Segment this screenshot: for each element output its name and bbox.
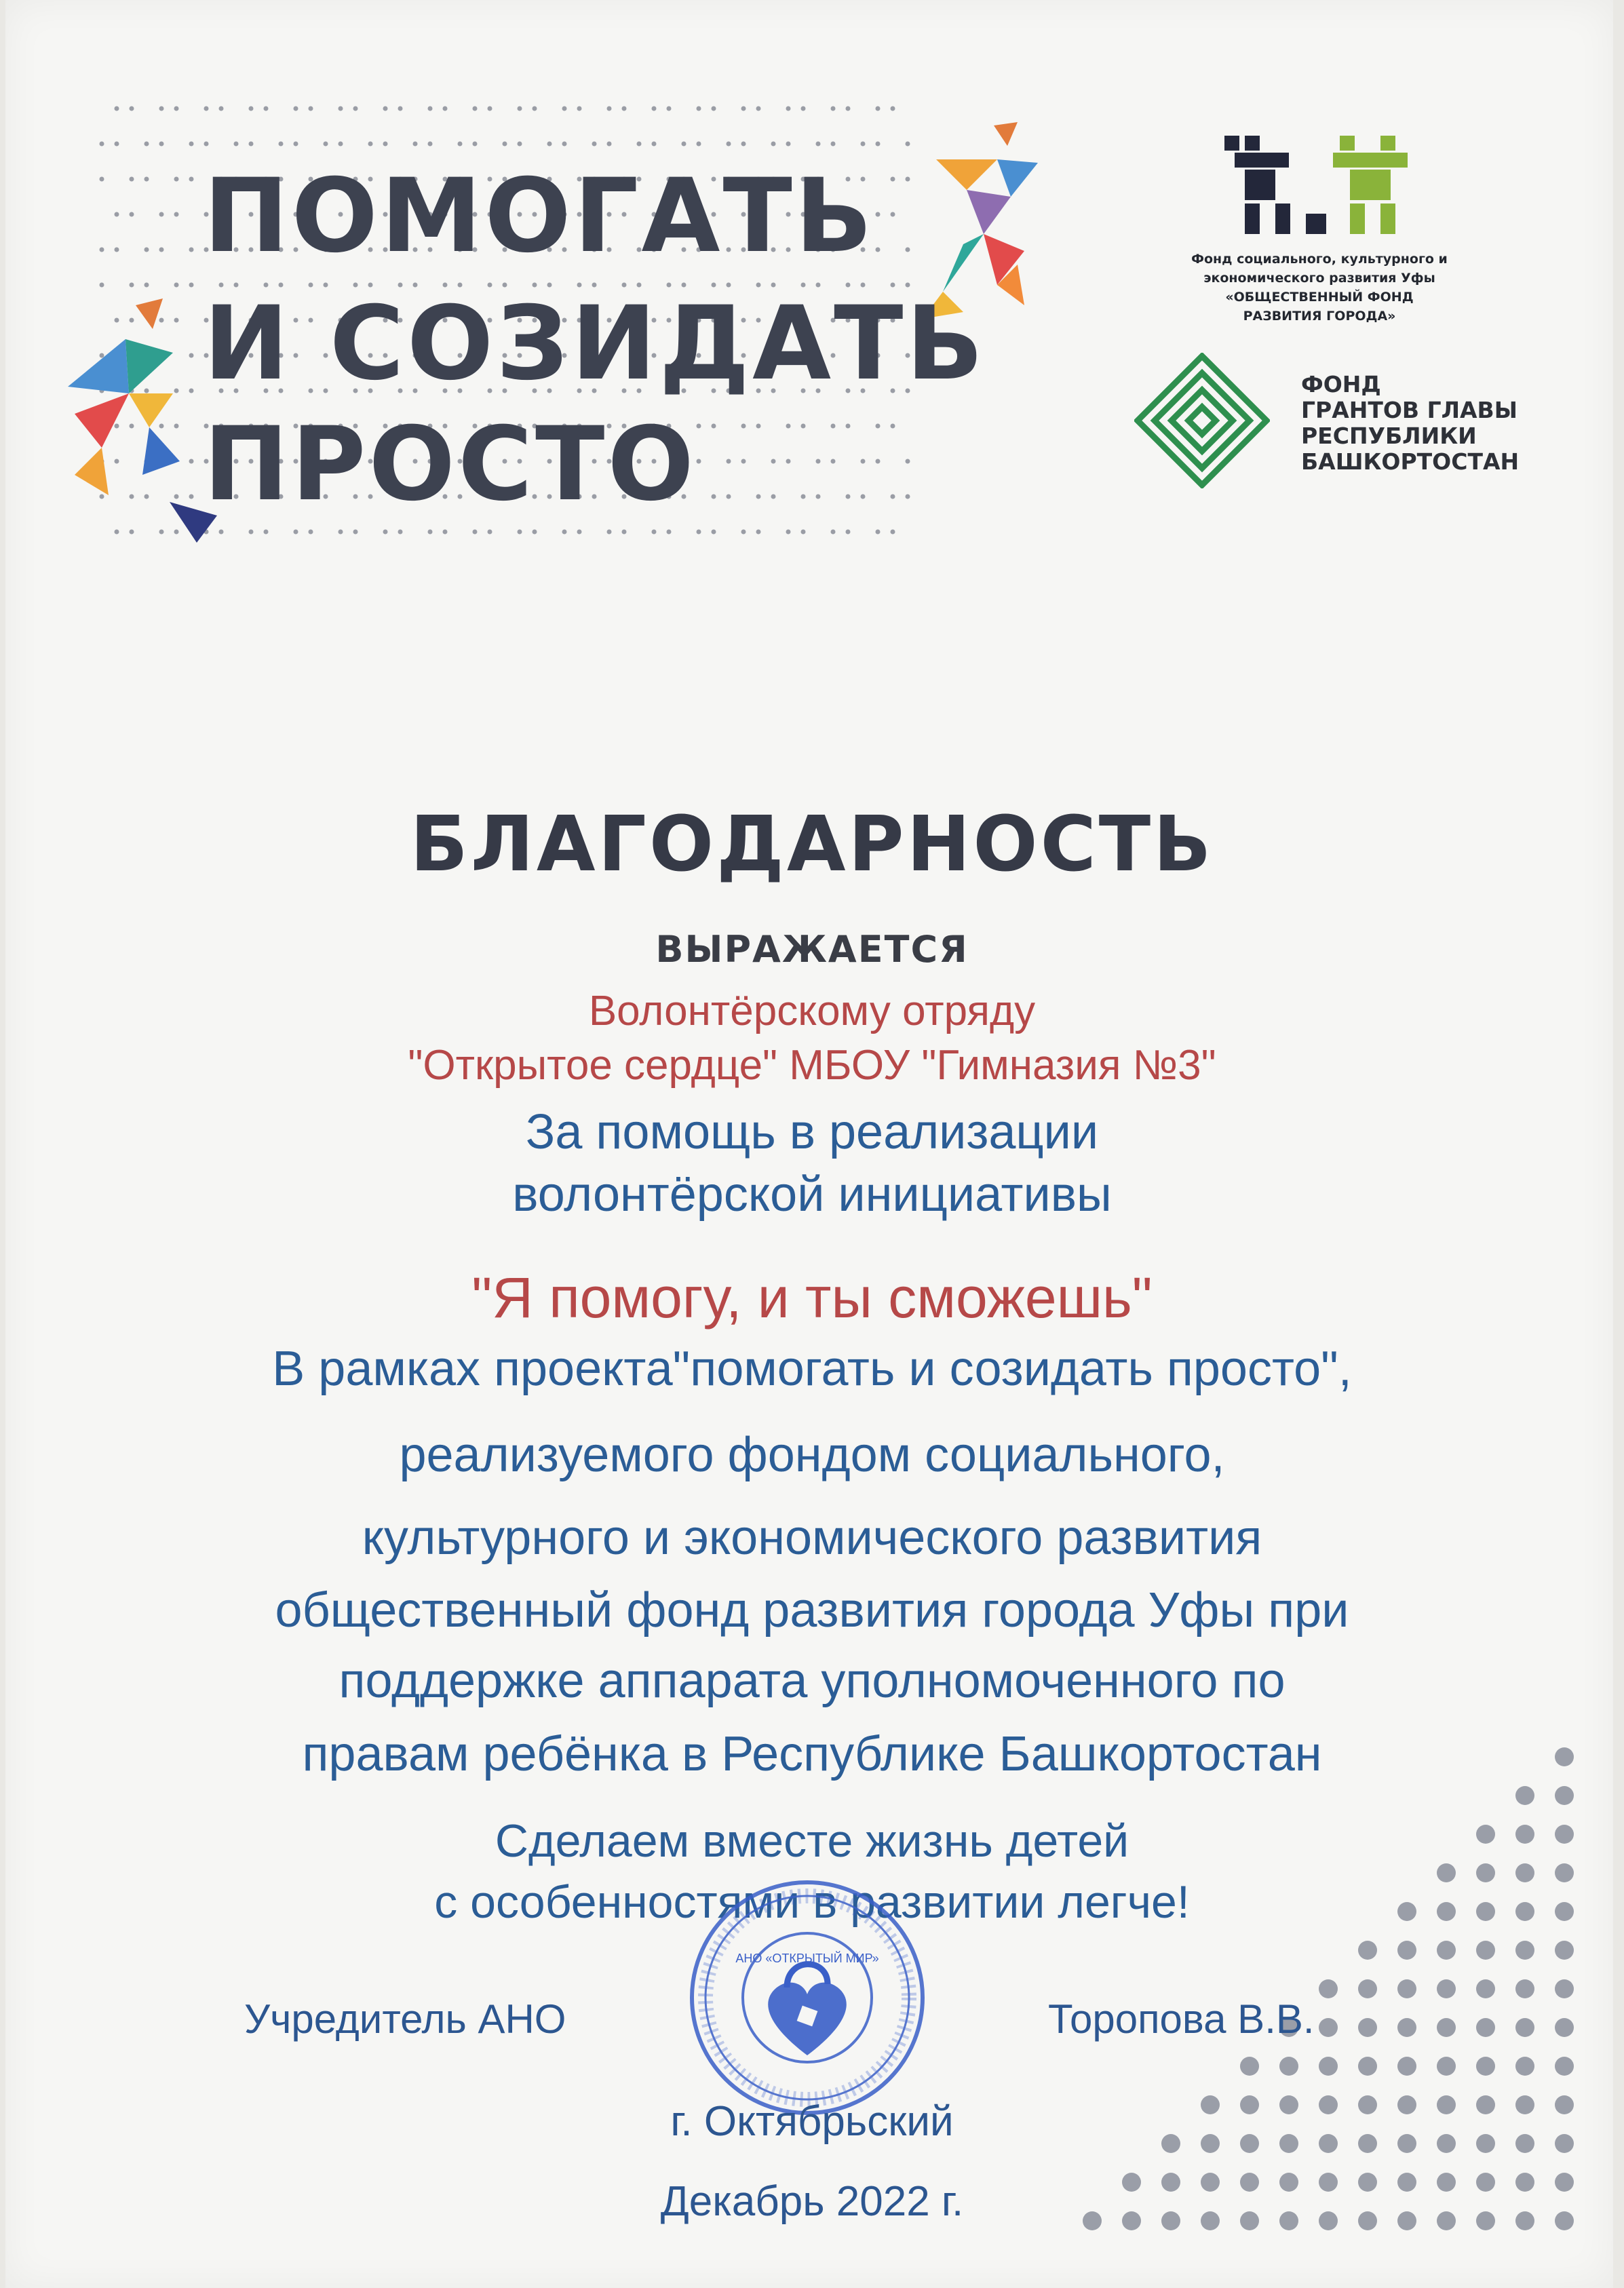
logo-dot <box>159 212 164 217</box>
project-logo-line3: ПРОСТО <box>204 406 697 524</box>
logo-dot <box>279 142 284 147</box>
logo-dot <box>189 248 194 252</box>
logo-dot <box>174 495 179 499</box>
logo-dot <box>100 283 104 288</box>
logo-dot <box>144 248 149 252</box>
logo-dot <box>159 142 164 147</box>
logo-dot <box>861 142 866 147</box>
logo-dot <box>458 142 463 147</box>
logo-dot <box>562 142 567 147</box>
pattern-dot <box>1515 1863 1534 1882</box>
logo-dot <box>756 106 761 111</box>
logo-dot <box>189 459 194 464</box>
body-line: реализуемого фондом социального, <box>399 1428 1225 1482</box>
logo-dot <box>891 106 895 111</box>
logo-dot <box>906 248 910 252</box>
logo-dot <box>697 530 701 535</box>
logo-dot <box>428 106 433 111</box>
pattern-dot <box>1476 1825 1495 1844</box>
logo-dot <box>697 142 701 147</box>
pattern-dot <box>1515 2057 1534 2076</box>
logo-dot <box>174 389 179 393</box>
logo-dot <box>712 424 716 429</box>
reason-line2: волонтёрской инициативы <box>512 1167 1112 1222</box>
logo-dot <box>219 530 224 535</box>
logo-dot <box>891 212 895 217</box>
logo-dot <box>249 106 254 111</box>
logo-dot <box>115 248 119 252</box>
logo-dot <box>906 459 910 464</box>
project-logo-line1: ПОМОГАТЬ <box>204 157 876 275</box>
logo-dot <box>816 495 821 499</box>
logo-dot <box>159 424 164 429</box>
pattern-dot <box>1515 1941 1534 1960</box>
logo-dot <box>115 106 119 111</box>
logo-dot <box>577 106 582 111</box>
logo-dot <box>130 530 134 535</box>
expressed-label: ВЫРАЖАЕТСЯ <box>655 928 969 971</box>
seal-text: АНО «ОТКРЫТЫЙ МИР» <box>735 1952 879 1965</box>
logo-dot <box>816 459 821 464</box>
logo-dot <box>309 530 313 535</box>
logo-dot <box>144 177 149 182</box>
logo-dot <box>831 424 836 429</box>
logo-dot <box>174 424 179 429</box>
logo-dot <box>697 106 701 111</box>
logo-dot <box>741 142 746 147</box>
logo-dot <box>383 106 388 111</box>
pattern-dot <box>1437 2057 1456 2076</box>
signer-role: Учредитель АНО <box>244 1996 566 2042</box>
pattern-dot <box>1476 2018 1495 2037</box>
logo-dot <box>428 530 433 535</box>
body-line: общественный фонд развития города Уфы при <box>275 1583 1349 1637</box>
logo-dot <box>577 530 582 535</box>
logo-dot <box>861 495 866 499</box>
logo-dot <box>159 530 164 535</box>
logo-dot <box>592 142 597 147</box>
logo-dot <box>144 495 149 499</box>
pattern-dot <box>1437 1902 1456 1921</box>
pattern-dot <box>1555 1747 1574 1766</box>
logo-dot <box>846 530 851 535</box>
logo-dot <box>652 142 657 147</box>
logo-dot <box>398 530 403 535</box>
logo-dot <box>144 142 149 147</box>
signer-name: Торопова В.В. <box>1048 1996 1315 2042</box>
logo-dot <box>741 424 746 429</box>
logo-dot <box>174 318 179 323</box>
pattern-dot <box>1437 1863 1456 1882</box>
logo-dot <box>876 424 881 429</box>
logo-dot <box>518 142 522 147</box>
logo-dot <box>339 142 343 147</box>
logo-dot <box>771 142 776 147</box>
logo-dot <box>846 495 851 499</box>
pattern-dot <box>1397 2057 1416 2076</box>
logo-dot <box>786 530 791 535</box>
logo-dot <box>264 106 269 111</box>
logo-dot <box>786 106 791 111</box>
body-line: правам ребёнка в Республике Башкортостан <box>302 1727 1322 1781</box>
logo-dot <box>130 318 134 323</box>
logo-dot <box>771 459 776 464</box>
tangram-figure-left-icon <box>68 298 217 543</box>
logo-dot <box>443 530 448 535</box>
pattern-dot <box>1279 2057 1298 2076</box>
fund-logo-caption: Фонд социального, культурного и экономического развития Уфы «ОБЩЕСТВЕННЫЙ ФОНД РАЗВИТИЯ ГОРОДА» <box>1191 252 1448 324</box>
logo-dot <box>503 142 507 147</box>
date-label: Декабрь 2022 г. <box>660 2178 964 2225</box>
logo-dot <box>547 142 552 147</box>
pattern-dot <box>1476 2057 1495 2076</box>
pattern-dot <box>1555 1825 1574 1844</box>
pattern-dot <box>1555 1902 1574 1921</box>
logo-dot <box>533 530 537 535</box>
logo-dot <box>130 424 134 429</box>
logo-dot <box>876 106 881 111</box>
logo-dot <box>234 142 239 147</box>
pattern-dot <box>1555 1979 1574 1998</box>
logo-dot <box>622 106 627 111</box>
body-line: культурного и экономического развития <box>362 1511 1262 1565</box>
logo-dot <box>115 318 119 323</box>
logo-dot <box>115 212 119 217</box>
logo-dot <box>861 459 866 464</box>
logo-dot <box>339 106 343 111</box>
pattern-dot <box>1515 1825 1534 1844</box>
logo-dot <box>189 389 194 393</box>
logo-dot <box>189 142 194 147</box>
logo-dot <box>727 459 731 464</box>
logo-dot <box>831 530 836 535</box>
body-line: В рамках проекта"помогать и созидать просто", <box>272 1342 1352 1396</box>
logo-dot <box>756 424 761 429</box>
logo-dot <box>204 142 209 147</box>
logo-dot <box>697 459 701 464</box>
logo-dot <box>876 212 881 217</box>
logo-dot <box>309 106 313 111</box>
pattern-dot <box>1319 2018 1338 2037</box>
logo-dot <box>831 459 836 464</box>
logo-dot <box>428 142 433 147</box>
logo-dot <box>174 106 179 111</box>
recipient-line2: "Открытое сердце" МБОУ "Гимназия №3" <box>408 1042 1216 1089</box>
logo-dot <box>891 495 895 499</box>
logo-dot <box>876 142 881 147</box>
logo-dot <box>189 177 194 182</box>
logo-dot <box>294 106 298 111</box>
slogan-line2: с особенностями в развитии легче! <box>434 1876 1190 1928</box>
logo-dot <box>324 142 328 147</box>
logo-dot <box>712 530 716 535</box>
pattern-dot <box>1476 1863 1495 1882</box>
logo-dot <box>562 530 567 535</box>
pattern-dot <box>1240 2057 1259 2076</box>
logo-dot <box>846 424 851 429</box>
logo-dot <box>100 248 104 252</box>
pattern-dot <box>1515 1902 1534 1921</box>
pattern-dot <box>1515 1979 1534 1998</box>
logo-dot <box>906 495 910 499</box>
logo-dot <box>204 106 209 111</box>
certificate-title: БЛАГОДАРНОСТЬ <box>410 800 1214 889</box>
pattern-dot <box>1476 1979 1495 1998</box>
logo-dot <box>712 495 716 499</box>
logo-dot <box>831 106 836 111</box>
logo-dot <box>249 530 254 535</box>
logo-dot <box>607 106 612 111</box>
logo-dot <box>518 530 522 535</box>
logo-dot <box>756 495 761 499</box>
logo-dot <box>771 495 776 499</box>
logo-dot <box>876 459 881 464</box>
pattern-dot <box>1319 1979 1338 1998</box>
logo-dot <box>801 424 806 429</box>
logo-dot <box>130 283 134 288</box>
logo-dot <box>264 530 269 535</box>
logo-dot <box>652 106 657 111</box>
pattern-dot <box>1358 1979 1377 1998</box>
logo-dot <box>189 353 194 358</box>
logo-dot <box>816 142 821 147</box>
logo-dot <box>219 106 224 111</box>
pattern-dot <box>1515 2018 1534 2037</box>
logo-dot <box>473 142 478 147</box>
logo-dot <box>294 142 298 147</box>
logo-dot <box>115 424 119 429</box>
pattern-dot <box>1437 2018 1456 2037</box>
logo-dot <box>368 142 373 147</box>
logo-dot <box>174 530 179 535</box>
logo-dot <box>786 459 791 464</box>
logo-dot <box>652 530 657 535</box>
logo-dot <box>801 530 806 535</box>
logo-dot <box>174 177 179 182</box>
grants-fund-caption: ФОНД ГРАНТОВ ГЛАВЫ РЕСПУБЛИКИ БАШКОРТОСТАН <box>1301 371 1520 475</box>
logo-dot <box>801 495 806 499</box>
pattern-dot <box>1397 1902 1416 1921</box>
logo-dot <box>189 495 194 499</box>
logo-dot <box>906 142 910 147</box>
logo-dot <box>443 106 448 111</box>
pattern-dot <box>1476 1902 1495 1921</box>
logo-dot <box>339 530 343 535</box>
logo-dot <box>741 459 746 464</box>
body-line: поддержке аппарата уполномоченного по <box>339 1654 1285 1708</box>
logo-dot <box>383 530 388 535</box>
logo-dot <box>144 389 149 393</box>
logo-dot <box>473 530 478 535</box>
logo-dot <box>353 530 358 535</box>
logo-dot <box>159 106 164 111</box>
logo-dot <box>876 248 881 252</box>
logo-dot <box>756 530 761 535</box>
logo-dot <box>473 106 478 111</box>
logo-dot <box>294 530 298 535</box>
logo-dot <box>533 106 537 111</box>
logo-dot <box>622 530 627 535</box>
logo-dot <box>159 318 164 323</box>
logo-dot <box>100 495 104 499</box>
logo-dot <box>786 142 791 147</box>
logo-dot <box>100 353 104 358</box>
organization-seal <box>685 1876 929 2120</box>
logo-dot <box>159 248 164 252</box>
logo-dot <box>130 212 134 217</box>
pattern-dot <box>1555 2057 1574 2076</box>
pattern-dot <box>1358 1941 1377 1960</box>
logo-dot <box>741 530 746 535</box>
logo-dot <box>488 530 492 535</box>
logo-dot <box>130 106 134 111</box>
logo-dot <box>383 142 388 147</box>
logo-dot <box>846 106 851 111</box>
logo-dot <box>189 283 194 288</box>
pattern-dot <box>1476 1941 1495 1960</box>
logo-dot <box>488 106 492 111</box>
logo-dot <box>249 142 254 147</box>
logo-dot <box>727 495 731 499</box>
pattern-dot <box>1555 1941 1574 1960</box>
logo-dot <box>876 530 881 535</box>
logo-dot <box>712 106 716 111</box>
logo-dot <box>100 142 104 147</box>
logo-dot <box>891 530 895 535</box>
logo-dot <box>727 142 731 147</box>
grants-fund-logo-icon <box>1134 353 1270 488</box>
reason-line1: За помощь в реализации <box>525 1105 1099 1159</box>
logo-dot <box>697 424 701 429</box>
pattern-dot <box>1397 1979 1416 1998</box>
logo-dot <box>667 530 672 535</box>
fund-logo-icon <box>1218 132 1421 244</box>
pattern-dot <box>1515 1786 1534 1805</box>
pattern-dot <box>1358 2018 1377 2037</box>
logo-dot <box>398 106 403 111</box>
logo-dot <box>667 106 672 111</box>
pattern-dot <box>1358 2057 1377 2076</box>
logo-dot <box>413 142 418 147</box>
initiative-name: "Я помогу, и ты сможешь" <box>471 1266 1153 1330</box>
pattern-dot <box>1397 1941 1416 1960</box>
logo-dot <box>174 283 179 288</box>
pattern-dot <box>1437 1941 1456 1960</box>
logo-dot <box>786 424 791 429</box>
pattern-dot <box>1319 2057 1338 2076</box>
logo-dot <box>801 106 806 111</box>
pattern-dot <box>1397 2018 1416 2037</box>
logo-dot <box>130 177 134 182</box>
city-label: г. Октябрьский <box>670 2098 954 2145</box>
pattern-dot <box>1555 1786 1574 1805</box>
logo-dot <box>518 106 522 111</box>
pattern-dot <box>1437 1979 1456 1998</box>
pattern-dot <box>1555 1863 1574 1882</box>
logo-dot <box>100 177 104 182</box>
logo-dot <box>906 177 910 182</box>
recipient-line1: Волонтёрскому отряду <box>588 988 1036 1034</box>
logo-dot <box>682 142 687 147</box>
logo-dot <box>607 142 612 147</box>
logo-dot <box>607 530 612 535</box>
logo-dot <box>115 142 119 147</box>
logo-dot <box>144 283 149 288</box>
logo-dot <box>891 177 895 182</box>
logo-dot <box>130 495 134 499</box>
logo-dot <box>831 142 836 147</box>
project-logo-line2: И СОЗИДАТЬ <box>204 285 986 403</box>
logo-dot <box>637 142 642 147</box>
logo-dot <box>562 106 567 111</box>
logo-dot <box>741 106 746 111</box>
slogan-line1: Сделаем вместе жизнь детей <box>495 1815 1129 1867</box>
pattern-dot <box>1555 2018 1574 2037</box>
logo-dot <box>115 459 119 464</box>
logo-dot <box>353 106 358 111</box>
logo-dot <box>174 212 179 217</box>
logo-dot <box>891 424 895 429</box>
logo-dot <box>115 530 119 535</box>
